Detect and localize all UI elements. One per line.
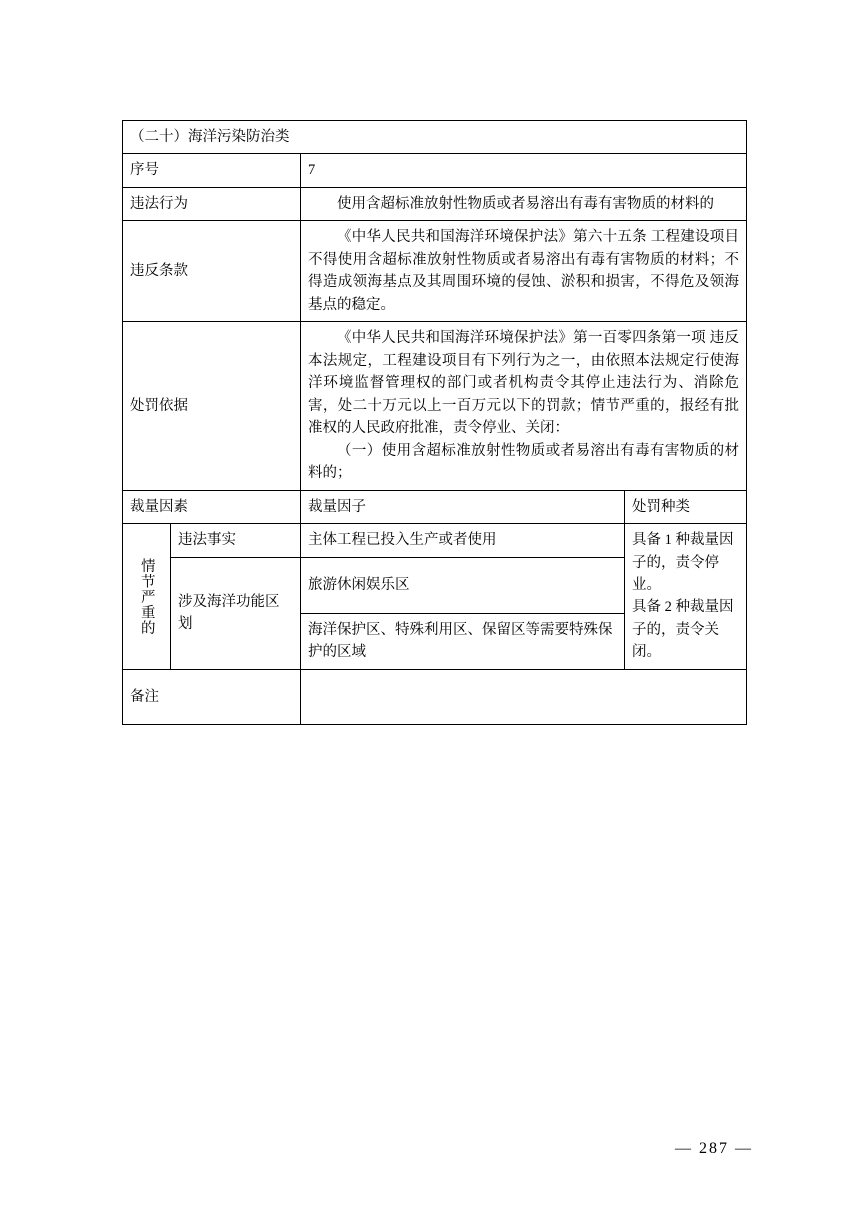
factor-header: 裁量因素 — [123, 490, 301, 523]
remark-label: 备注 — [123, 669, 301, 724]
penalty-text-1: 具备 1 种裁量因子的，责令停业。 — [632, 532, 734, 593]
basis-label: 处罚依据 — [123, 322, 301, 490]
penalty-text-2: 具备 2 种裁量因子的，责令关闭。 — [632, 599, 734, 661]
table-row-title — [123, 121, 747, 154]
table-row-serial — [123, 154, 747, 187]
basis-value — [301, 322, 747, 490]
table-row-fact — [123, 524, 747, 557]
table-row-basis — [123, 322, 747, 490]
serial-value: 7 — [301, 154, 747, 187]
clause-text: 《中华人民共和国海洋环境保护法》第六十五条 工程建设项目不得使用含超标准放射性物质或者易溶出有毒有害物质的材料；不得造成领海基点及其周围环境的侵蚀、淤积和损害，不得危及领海基点的稳定。 — [308, 229, 739, 313]
violation-value — [301, 187, 747, 220]
discretion-table — [122, 120, 747, 725]
penalty-type-header: 处罚种类 — [625, 490, 747, 523]
clause-value — [301, 221, 747, 322]
severity-label — [123, 524, 171, 670]
basis-paragraph-2: （一）使用含超标准放射性物质或者易溶出有毒有害物质的材料的； — [308, 442, 739, 482]
violation-label: 违法行为 — [123, 187, 301, 220]
violation-text: 使用含超标准放射性物质或者易溶出有毒有害物质的材料的 — [337, 195, 714, 212]
table-row-clause — [123, 221, 747, 322]
penalty-type-value — [625, 524, 747, 670]
table-row-factor-headers — [123, 490, 747, 523]
table-row-violation — [123, 187, 747, 220]
fact-label: 违法事实 — [171, 524, 301, 557]
zone-value-1: 旅游休闲娱乐区 — [301, 557, 625, 613]
page-footer — [0, 1140, 868, 1158]
remark-value — [301, 669, 747, 724]
fact-value: 主体工程已投入生产或者使用 — [301, 524, 625, 557]
zone-label: 涉及海洋功能区划 — [171, 557, 301, 669]
serial-label: 序号 — [123, 154, 301, 187]
factor-item-header: 裁量因子 — [301, 490, 625, 523]
basis-paragraph-1: 《中华人民共和国海洋环境保护法》第一百零四条第一项 违反本法规定，工程建设项目有下列行为之一，由依照本法规定行使海洋环境监督管理权的部门或者机构责令其停止违法行为、消除危害，处二十万元以上一百万元以下的罚款；情节严重的，报经有批准权的人民政府批准，责令停业、关闭： — [308, 330, 739, 437]
severity-label-text: 情节严重的 — [138, 557, 155, 636]
clause-label: 违反条款 — [123, 221, 301, 322]
zone-value-2: 海洋保护区、特殊利用区、保留区等需要特殊保护的区域 — [301, 613, 625, 669]
table-title: （二十）海洋污染防治类 — [123, 121, 747, 154]
page-number: — 287 — — [675, 1140, 753, 1157]
table-row-remark — [123, 669, 747, 724]
